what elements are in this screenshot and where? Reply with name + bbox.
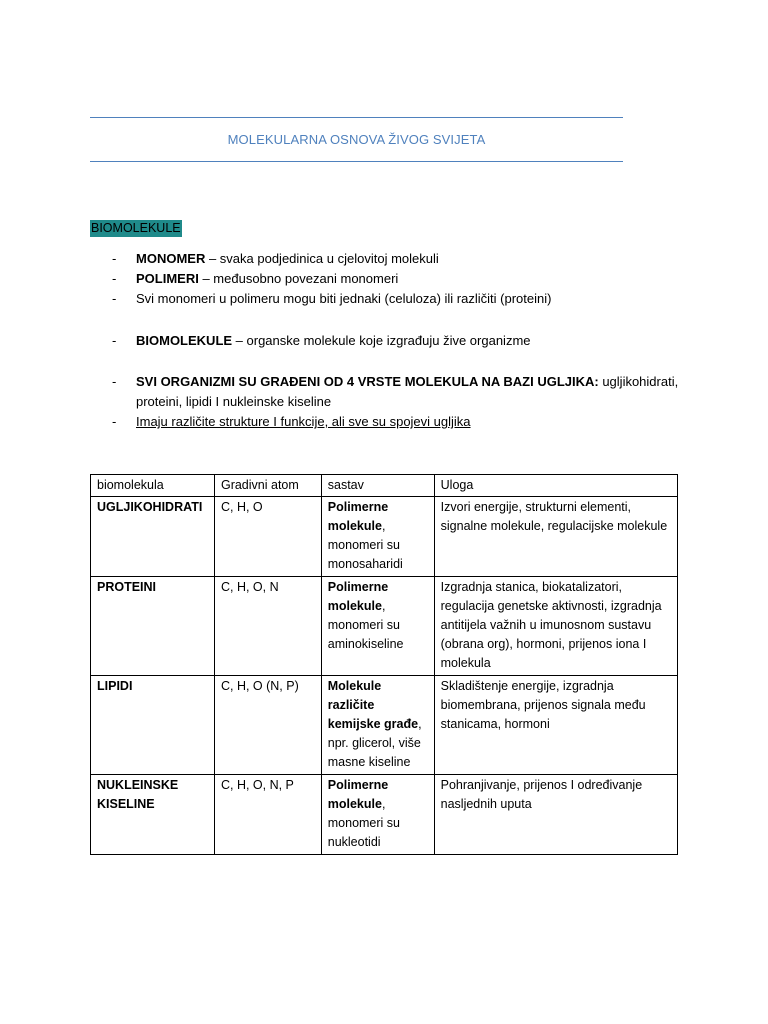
cell-sastav: Polimerne molekule, monomeri su monosaharidi: [321, 497, 434, 577]
page-title: MOLEKULARNA OSNOVA ŽIVOG SVIJETA: [227, 132, 486, 147]
biomolecules-definition-list: [90, 331, 690, 351]
cell-name: PROTEINI: [91, 577, 215, 676]
table-row: [91, 676, 678, 775]
table-row: [91, 577, 678, 676]
cell-atoms: C, H, O, N: [214, 577, 321, 676]
cell-atoms: C, H, O, N, P: [214, 775, 321, 855]
table-row: [91, 497, 678, 577]
table-header-row: [91, 475, 678, 497]
list-item: - MONOMER – svaka podjedinica u cjelovitoj molekuli: [112, 251, 439, 266]
cell-uloga: Izvori energije, strukturni elementi, signalne molekule, regulacijske molekule: [434, 497, 677, 577]
table-row: [91, 775, 678, 855]
column-header: biomolekula: [91, 475, 215, 497]
cell-sastav: Polimerne molekule, monomeri su nukleotidi: [321, 775, 434, 855]
list-item: - Imaju različite strukture I funkcije, ali sve su spojevi ugljika: [112, 414, 471, 429]
cell-uloga: Skladištenje energije, izgradnja biomembrana, prijenos signala među stanicama, hormoni: [434, 676, 677, 775]
list-item: - SVI ORGANIZMI SU GRAĐENI OD 4 VRSTE MOLEKULA NA BAZI UGLJIKA: ugljikohidrati, proteini, lipidi I nukleinske kiseline: [112, 374, 679, 409]
cell-name: UGLJIKOHIDRATI: [91, 497, 215, 577]
organisms-list: [90, 372, 690, 432]
cell-sastav: Molekule različite kemijske građe, npr. glicerol, više masne kiseline: [321, 676, 434, 775]
cell-atoms: C, H, O: [214, 497, 321, 577]
cell-atoms: C, H, O (N, P): [214, 676, 321, 775]
column-header: sastav: [321, 475, 434, 497]
biomolecules-table: [90, 474, 678, 855]
cell-uloga: Pohranjivanje, prijenos I određivanje nasljednih uputa: [434, 775, 677, 855]
list-item: - POLIMERI – međusobno povezani monomeri: [112, 271, 399, 286]
title-rule-bottom: [90, 161, 623, 162]
column-header: Gradivni atom: [214, 475, 321, 497]
cell-sastav: Polimerne molekule, monomeri su aminokiseline: [321, 577, 434, 676]
list-item: - Svi monomeri u polimeru mogu biti jednaki (celuloza) ili različiti (proteini): [112, 291, 552, 306]
column-header: Uloga: [434, 475, 677, 497]
cell-uloga: Izgradnja stanica, biokatalizatori, regulacija genetske aktivnosti, izgradnja antitijela važnih u imunosnom sustavu (obrana org), hormoni, prijenos iona I molekula: [434, 577, 677, 676]
cell-name: NUKLEINSKE KISELINE: [91, 775, 215, 855]
section-heading: BIOMOLEKULE: [91, 221, 181, 235]
list-item: - BIOMOLEKULE – organske molekule koje izgrađuju žive organizme: [112, 333, 531, 348]
title-rule-top: [90, 117, 623, 118]
cell-name: LIPIDI: [91, 676, 215, 775]
definitions-list: [90, 249, 690, 309]
